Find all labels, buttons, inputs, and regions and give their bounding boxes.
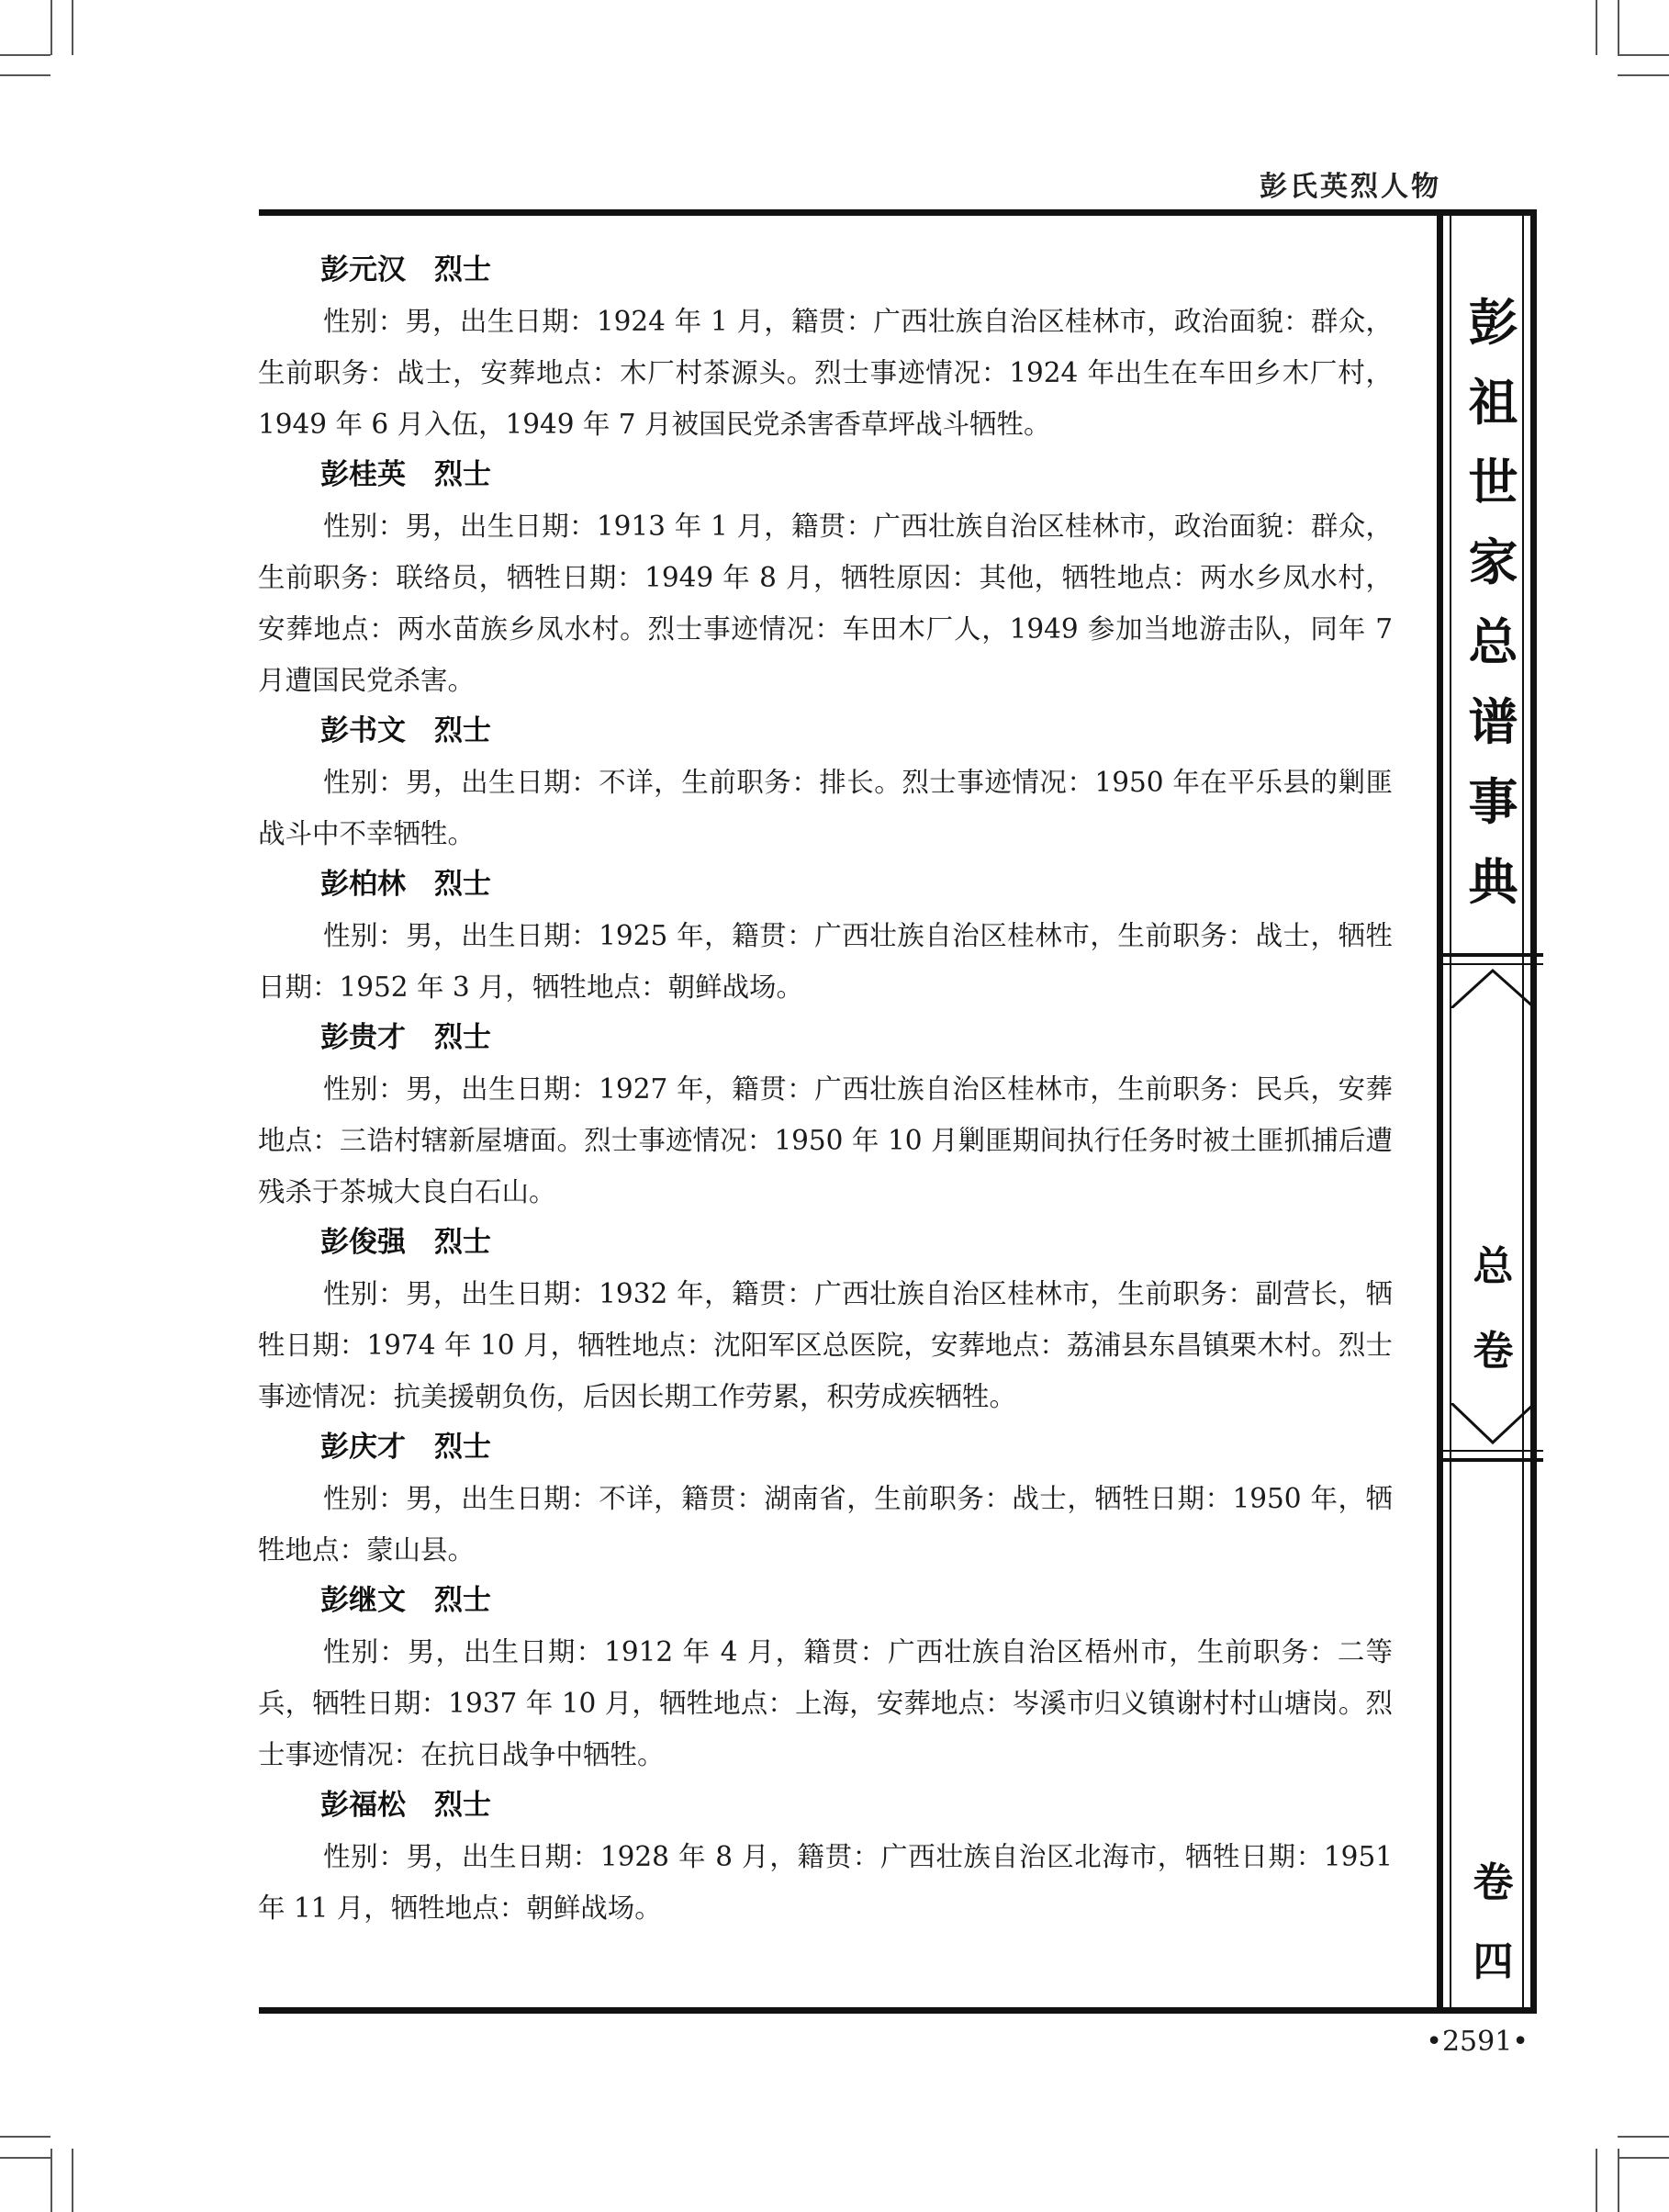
martyr-name: 彭桂英 烈士	[320, 458, 491, 491]
martyr-description: 性别：男，出生日期：1913 年 1 月，籍贯：广西壮族自治区桂林市，政治面貌：群众，生前职务：联络员，牺牲日期：1949 年 8 月，牺牲原因：其他，牺牲地点：两水乡凤水村，安葬地点：两水苗族乡凤水村。烈士事迹情况：车田木厂人，1949 参加当地游击队，同年 7 月遭国民党杀害。	[258, 511, 1393, 696]
volume-general-label	[1443, 1225, 1543, 1394]
martyr-name: 彭书文 烈士	[320, 714, 491, 747]
martyr-name: 彭庆才 烈士	[320, 1431, 491, 1464]
crop-mark	[1618, 2136, 1669, 2138]
martyr-name: 彭柏林 烈士	[320, 868, 491, 901]
top-rule	[259, 209, 1537, 216]
martyr-entry	[258, 1218, 1393, 1422]
book-title-char: 典	[1468, 853, 1518, 911]
book-title	[1443, 283, 1543, 922]
crop-mark	[0, 2157, 50, 2159]
page-number: •2591•	[1426, 2026, 1529, 2058]
volume-general-char: 总	[1473, 1243, 1514, 1290]
martyr-description: 性别：男，出生日期：1927 年，籍贯：广西壮族自治区桂林市，生前职务：民兵，安葬地点：三诰村辖新屋塘面。烈士事迹情况：1950 年 10 月剿匪期间执行任务时被土匪抓捕后遭残杀于茶城大良白石山。	[258, 1073, 1393, 1207]
crop-mark	[1618, 74, 1669, 76]
martyr-description: 性别：男，出生日期：1928 年 8 月，籍贯：广西壮族自治区北海市，牺牲日期：1951 年 11 月，牺牲地点：朝鲜战场。	[258, 1841, 1393, 1924]
crop-mark	[1618, 54, 1669, 56]
crop-mark	[1618, 2157, 1669, 2159]
martyr-description: 性别：男，出生日期：1932 年，籍贯：广西壮族自治区桂林市，生前职务：副营长，牺牲日期：1974 年 10 月，牺牲地点：沈阳军区总医院，安葬地点：荔浦县东昌镇栗木村。烈士事迹情况：抗美援朝负伤，后因长期工作劳累，积劳成疾牺牲。	[258, 1278, 1393, 1412]
volume-number-char: 四	[1473, 1938, 1514, 1985]
side-title-column	[1437, 209, 1537, 2014]
volume-divider-top	[1443, 944, 1543, 1008]
book-title-char: 事	[1468, 773, 1518, 831]
crop-mark	[1618, 0, 1619, 55]
crop-mark	[50, 2149, 52, 2212]
crop-mark	[1596, 2149, 1597, 2212]
martyr-entry	[258, 859, 1393, 1013]
martyr-entry	[258, 1422, 1393, 1576]
martyr-entry	[258, 1576, 1393, 1780]
martyr-description: 性别：男，出生日期：1912 年 4 月，籍贯：广西壮族自治区梧州市，生前职务：二等兵，牺牲日期：1937 年 10 月，牺牲地点：上海，安葬地点：岑溪市归义镇谢村村山塘岗。烈士事迹情况：在抗日战争中牺牲。	[258, 1636, 1393, 1770]
martyr-entry	[258, 1780, 1393, 1934]
martyr-name: 彭继文 烈士	[320, 1584, 491, 1617]
running-header: 彭氏英烈人物	[1260, 171, 1441, 203]
crop-mark	[0, 54, 50, 56]
crop-mark	[72, 2149, 73, 2212]
martyr-entry	[258, 1013, 1393, 1218]
book-title-char: 家	[1468, 533, 1518, 591]
crop-mark	[0, 74, 50, 76]
book-title-char: 世	[1468, 454, 1518, 511]
volume-general-char: 卷	[1473, 1328, 1514, 1375]
book-title-char: 彭	[1468, 294, 1518, 352]
book-title-char: 祖	[1468, 374, 1518, 432]
book-title-char: 谱	[1468, 693, 1518, 751]
crop-mark	[1596, 0, 1597, 55]
martyr-description: 性别：男，出生日期：1925 年，籍贯：广西壮族自治区桂林市，生前职务：战士，牺牲日期：1952 年 3 月，牺牲地点：朝鲜战场。	[258, 920, 1393, 1003]
martyr-list	[258, 245, 1393, 1934]
crop-mark	[0, 2136, 50, 2138]
volume-divider-bottom	[1443, 1403, 1543, 1477]
martyr-name: 彭福松 烈士	[320, 1789, 491, 1822]
crop-mark	[72, 0, 73, 55]
bottom-rule	[259, 2007, 1537, 2014]
martyr-description: 性别：男，出生日期：不详，籍贯：湖南省，生前职务：战士，牺牲日期：1950 年，牺牲地点：蒙山县。	[258, 1483, 1393, 1566]
martyr-description: 性别：男，出生日期：不详，生前职务：排长。烈士事迹情况：1950 年在平乐县的剿匪战斗中不幸牺牲。	[258, 767, 1393, 849]
martyr-entry	[258, 245, 1393, 450]
martyr-name: 彭贵才 烈士	[320, 1021, 491, 1054]
martyr-description: 性别：男，出生日期：1924 年 1 月，籍贯：广西壮族自治区桂林市，政治面貌：群众，生前职务：战士，安葬地点：木厂村茶源头。烈士事迹情况：1924 年出生在车田乡木厂村，1949 年 6 月入伍，1949 年 7 月被国民党杀害香草坪战斗牺牲。	[258, 306, 1393, 440]
book-title-char: 总	[1468, 613, 1518, 671]
martyr-entry	[258, 706, 1393, 859]
martyr-entry	[258, 450, 1393, 706]
martyr-name: 彭俊强 烈士	[320, 1226, 491, 1259]
volume-number-label	[1443, 1844, 1543, 2002]
martyr-name: 彭元汉 烈士	[320, 253, 491, 286]
volume-number-char: 卷	[1473, 1859, 1514, 1906]
crop-mark	[50, 0, 52, 55]
